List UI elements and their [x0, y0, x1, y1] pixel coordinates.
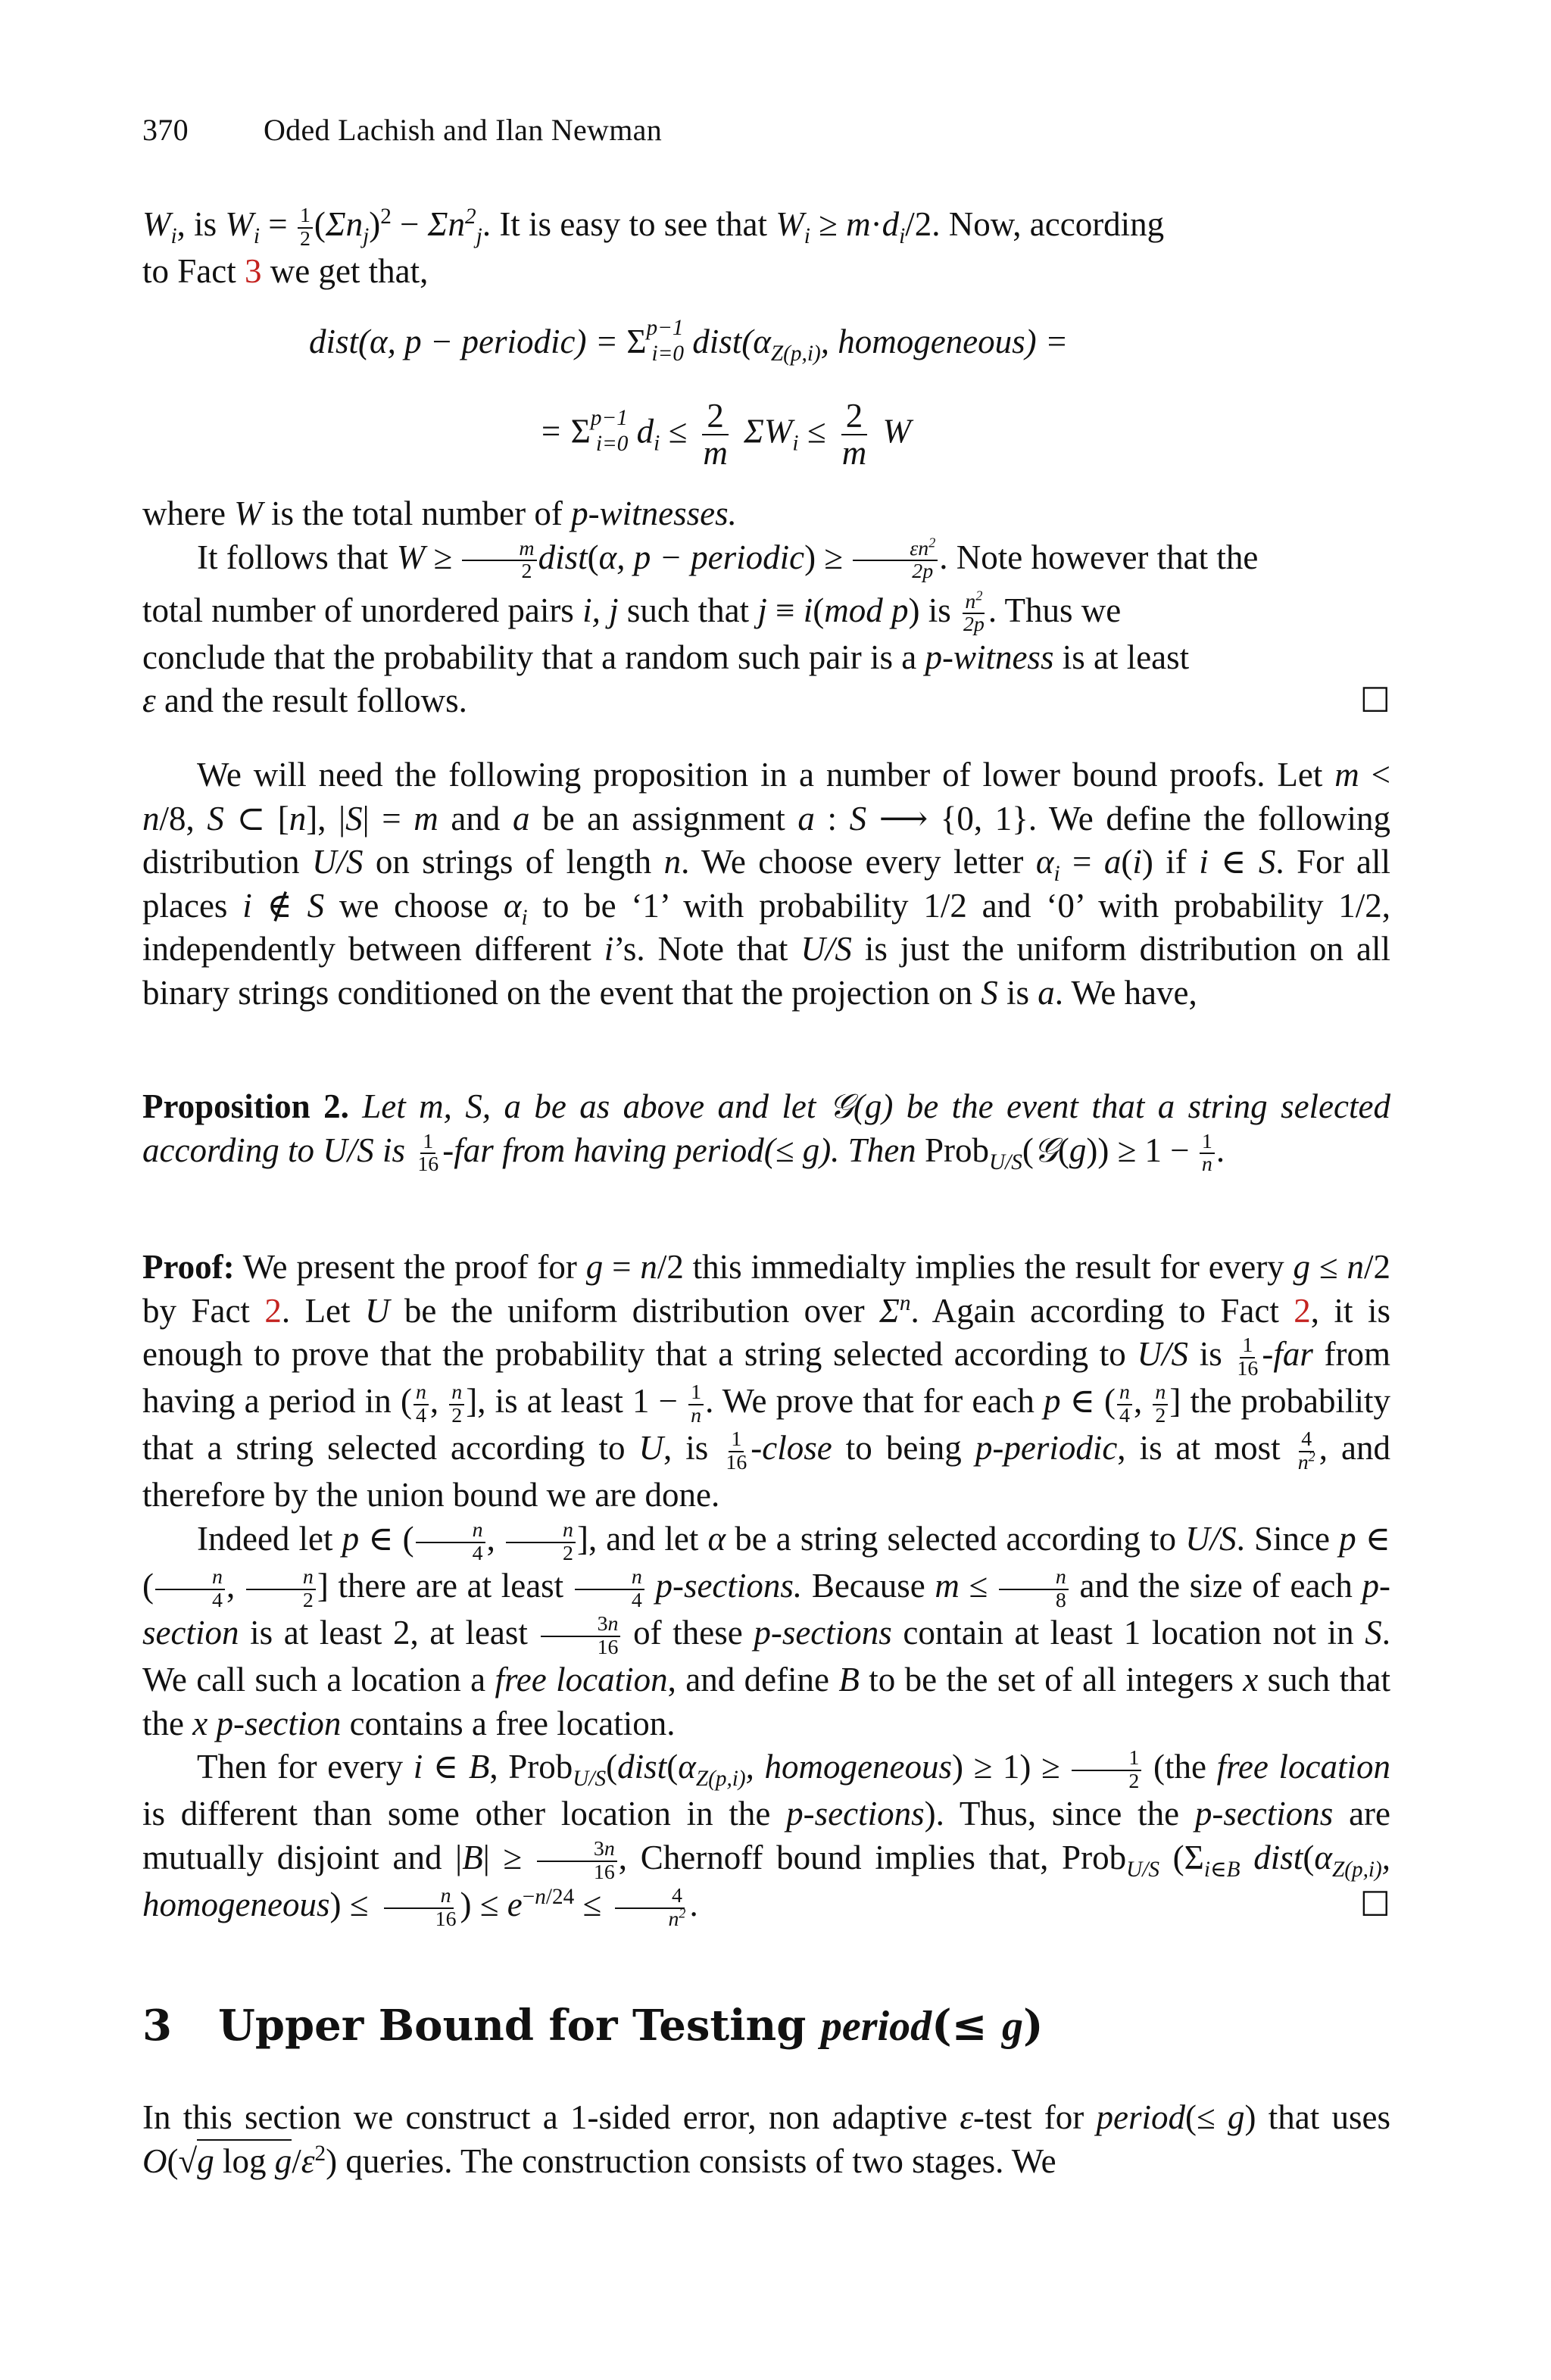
- proof-label: Proof:: [142, 1248, 235, 1286]
- to-fact-text: to Fact: [142, 252, 236, 291]
- paragraph-section-intro: In this section we construct a 1-sided error, non adaptive ε-test for period(≤ g) that uses O(√g $\log g/\varepsilon^2$) queries. The construction consists of two stages. We: [142, 2098, 1390, 2180]
- paragraph-distribution: We will need the following proposition in a number of lower bound proofs. Let m < n/8, S ⊂ [n], |S| = m and a be an assignment a : S ⟶ {0, 1}. We define the following distribution U/S on strings of length n. We choose every letter $\alpha_i = a(i)$ if i ∈ S. For all places i ∉ S we choose $\alpha_i$ to be ‘1’ with probability 1/2 and ‘0’ with probability 1/2, independently between different i’s. Note that U/S is just the uniform distribution on all binary strings conditioned on the event that the projection on S is a. We have,: [142, 756, 1391, 1012]
- fact-2-link-b[interactable]: 2: [1294, 1291, 1311, 1330]
- running-head: [142, 112, 662, 148]
- proposition-2: Proposition 2. Let m, S, a be as above and let 𝒢(g) be the event that a string selected according to U/S is $\frac{1}{16}$ -far from having period(≤ g). Then Prob$_{U/S}$(𝒢(g)) ≥ 1 − $\frac{1}{n}$ .: [142, 1087, 1390, 1177]
- proposition-label: Proposition 2.: [142, 1087, 349, 1125]
- fact-2-link-a[interactable]: 2: [264, 1291, 282, 1330]
- qed-symbol: ☐: [1359, 682, 1390, 720]
- section-number: 3: [142, 2001, 172, 2051]
- section-title: Upper Bound for Testing: [218, 2001, 807, 2051]
- proof-paragraph-3: Then for every i ∈ B, $Prob_{U/S}(dist(\alpha_{Z(p,i)}$, homogeneous) ≥ 1) ≥ $\frac{1}{2}$ (the free location is different than some other location in the p-sections). Thus, since the p-sections are mutually disjoint and |B| ≥ $\frac{3n}{16}$ , Chernoff bound implies that, Prob$_{U/S}$ ($\Sigma_{i\in B}$ $dist(\alpha_{Z(p,i)}$, homogeneous) ≤ $\frac{n}{16}$ ) ≤ $e^{-n/24}$ ≤ $\frac{4}{n^2}$ . ☐: [142, 1746, 1391, 1931]
- paragraph-where-w: where W is the total number of p-witnesses. It follows that W ≥ $\frac{m}{2}$ dist(α, p − periodic) ≥ $\frac{\varepsilon n^2}{2p}$ . Note however that the total number of unordered pairs i, j such that j ≡ i(mod p) is $\frac{n^2}{2p}$ . Thus we conclude that the probability that a random such pair is a p-witness is at least ε and the result follows. ☐: [142, 492, 1390, 723]
- proof-paragraph-2: Indeed let p ∈ ( $\frac{n}{4}$ , $\frac{n}{2}$ ], and let α be a string selected according to U/S. Since p ∈ ( $\frac{n}{4}$ , $\frac{n}{2}$ ] there are at least $\frac{n}{4}$ p-sections. Because m ≤ $\frac{n}{8}$ and the size of each p-section is at least 2, at least $\frac{3n}{16}$ of these p-sections contain at least 1 location not in S. We call such a location a free location, and define B to be the set of all integers x such that the x p-section contains a free location.: [142, 1518, 1391, 1742]
- qed-symbol-proof: ☐: [1359, 1886, 1390, 1923]
- authors: Oded Lachish and Ilan Newman: [264, 113, 662, 147]
- equation-line-1: dist(α, p − periodic) = $\Sigma^{p-1}_{i=0}$ $dist(\alpha_{Z(p,i)}$, homogeneous) =: [309, 316, 1069, 366]
- page-number: 370: [142, 113, 189, 147]
- equation-line-2: = $\Sigma^{p-1}_{i=0}$ $d_i$ ≤ $\frac{2}{m}$ $\Sigma W_i$ ≤ $\frac{2}{m}$ W: [539, 397, 911, 473]
- we-get-that-text: we get that,: [270, 252, 429, 291]
- proof-paragraph-1: Proof: We present the proof for g = n/2 this immedialty implies the result for every g ≤ n/2 by Fact 2. Let U be the uniform distribution over $\Sigma^n$. Again according to Fact 2, it is enough to prove that the probability that a string selected according to U/S is $\frac{1}{16}$ -far from having a period in ( $\frac{n}{4}$ , $\frac{n}{2}$ ], is at least 1 − $\frac{1}{n}$ . We prove that for each p ∈ ( $\frac{n}{4}$ , $\frac{n}{2}$ ] the probability that a string selected according to U, is $\frac{1}{16}$ -close to being p-periodic, is at most $\frac{4}{n^2}$ , and therefore by the union bound we are done.: [142, 1248, 1391, 1514]
- proof: [142, 1246, 1390, 1930]
- fact-3-link[interactable]: 3: [244, 252, 262, 291]
- paragraph-wi-definition: $W_i$, is $W_i$ = $\frac{1}{2}$ $(\Sigma n_j)^2 - \Sigma n^2_j$. It is easy to see that $W_i \ge m\cdot d_i/2$. Now, according to Fact 3 we get that,: [142, 204, 1165, 291]
- section-heading: 3 Upper Bound for Testing period(≤ g): [142, 2001, 1044, 2051]
